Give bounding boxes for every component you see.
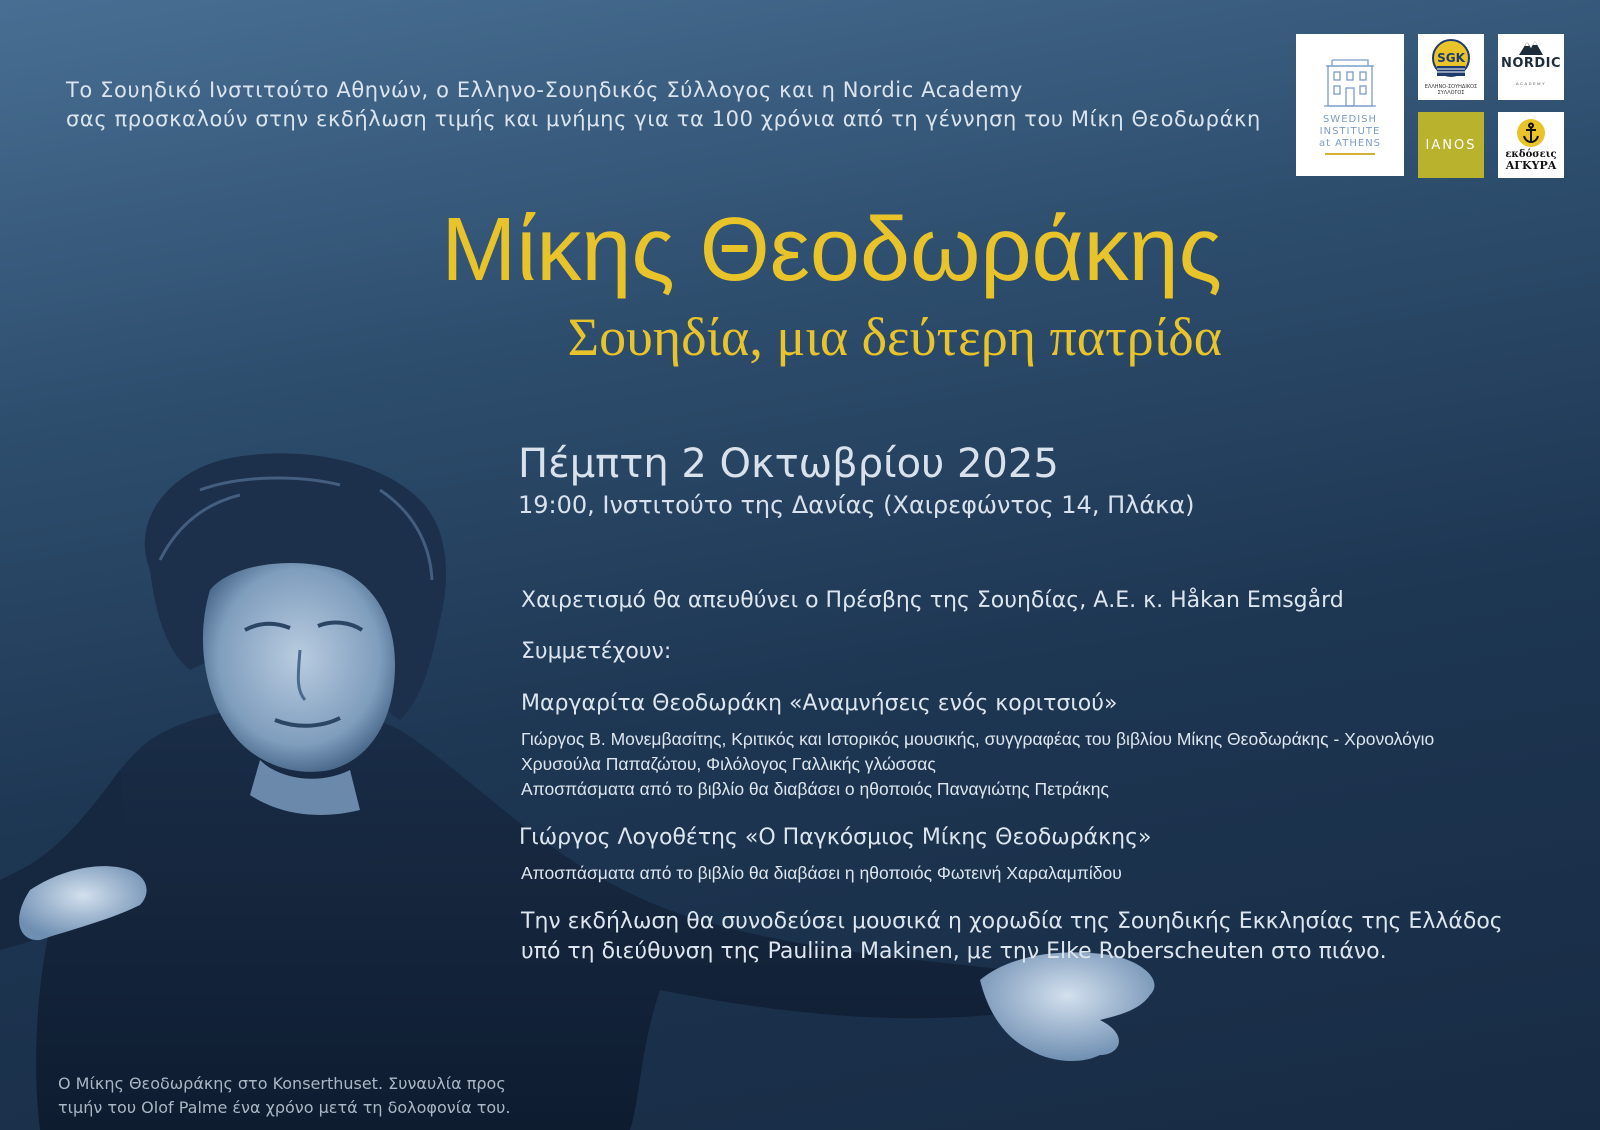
anchor-icon bbox=[1516, 118, 1546, 148]
caption-line-1: Ο Μίκης Θεοδωράκης στο Konserthuset. Συναυλία προς bbox=[58, 1074, 506, 1093]
photo-caption bbox=[58, 1072, 511, 1120]
ianos-logo bbox=[1418, 112, 1484, 178]
agkyra-line-1: εκδόσεις bbox=[1505, 149, 1557, 160]
sgk-emblem-icon bbox=[1429, 38, 1473, 82]
agkyra-line-2: ΑΓΚΥΡΑ bbox=[1505, 159, 1557, 172]
swedish-institute-logo bbox=[1296, 34, 1404, 176]
swedish-institute-line-2: INSTITUTE bbox=[1319, 125, 1381, 137]
event-date: Πέμπτη 2 Οκτωβρίου 2025 bbox=[518, 441, 1059, 487]
book-1-detail: Γιώργος Β. Μονεμβασίτης, Κριτικός και Ιστορικός μουσικής, συγγραφέας του βιβλίου Μίκης Θεοδωράκης - Χρονολόγιο bbox=[521, 729, 1435, 749]
music-line-2: υπό τη διεύθυνση της Pauliina Makinen, με την Elke Roberscheuten στο πιάνο. bbox=[521, 939, 1387, 964]
page-subtitle: Σουηδία, μια δεύτερη πατρίδα bbox=[567, 307, 1222, 367]
greeting-text: Χαιρετισμό θα απευθύνει ο Πρέσβης της Σουηδίας, Α.Ε. κ. Håkan Emsgård bbox=[521, 588, 1344, 613]
intro-text bbox=[66, 76, 1261, 134]
logo-accent-bar bbox=[1325, 153, 1375, 155]
sgk-logo bbox=[1418, 34, 1484, 100]
page-title: Μίκης Θεοδωράκης bbox=[441, 200, 1222, 300]
intro-line-2: σας προσκαλούν στην εκδήλωση τιμής και μνήμης για τα 100 χρόνια από τη γέννηση του Μίκη Θεοδωράκη bbox=[66, 107, 1261, 131]
nordic-sub: ACADEMY bbox=[1515, 81, 1547, 86]
book-1-detail: Χρυσούλα Παπαζώτου, Φιλόλογος Γαλλικής γλώσσας bbox=[521, 754, 936, 774]
sgk-mark: SGK bbox=[1437, 51, 1465, 65]
book-2-title: Γιώργος Λογοθέτης «Ο Παγκόσμιος Μίκης Θεοδωράκης» bbox=[519, 825, 1152, 850]
partner-logos bbox=[1296, 34, 1566, 178]
book-1-detail: Αποσπάσματα από το βιβλίο θα διαβάσει ο ηθοποιός Παναγιώτης Πετράκης bbox=[521, 779, 1109, 799]
music-line-1: Την εκδήλωση θα συνοδεύσει μουσικά η χορωδία της Σουηδικής Εκκλησίας της Ελλάδος bbox=[521, 909, 1503, 934]
participants-label: Συμμετέχουν: bbox=[521, 639, 672, 664]
swedish-institute-line-1: SWEDISH bbox=[1322, 113, 1378, 125]
book-1-title: Μαργαρίτα Θεοδωράκη «Αναμνήσεις ενός κοριτσιού» bbox=[521, 691, 1118, 716]
swedish-institute-line-3: at ATHENS bbox=[1318, 137, 1382, 149]
caption-line-2: τιμήν του Olof Palme ένα χρόνο μετά τη δολοφονία του. bbox=[58, 1098, 511, 1117]
agkyra-logo bbox=[1498, 112, 1564, 178]
nordic-academy-logo bbox=[1498, 34, 1564, 100]
ianos-name: IANOS bbox=[1425, 137, 1477, 153]
sgk-sub-label: ΕΛΛΗΝΟ-ΣΟΥΗΔΙΚΟΣ ΣΥΛΛΟΓΟΣ bbox=[1424, 84, 1478, 96]
book-2-detail: Αποσπάσματα από το βιβλίο θα διαβάσει η ηθοποιός Φωτεινή Χαραλαμπίδου bbox=[521, 863, 1122, 883]
mountain-icon bbox=[1517, 38, 1545, 56]
intro-line-1: Το Σουηδικό Ινστιτούτο Αθηνών, ο Ελληνο-Σουηδικός Σύλλογος και η Nordic Academy bbox=[66, 78, 1023, 102]
event-time-place: 19:00, Ινστιτούτο της Δανίας (Χαιρεφώντος 14, Πλάκα) bbox=[518, 491, 1195, 519]
nordic-name: NORDIC bbox=[1500, 56, 1562, 71]
building-icon bbox=[1322, 56, 1378, 110]
